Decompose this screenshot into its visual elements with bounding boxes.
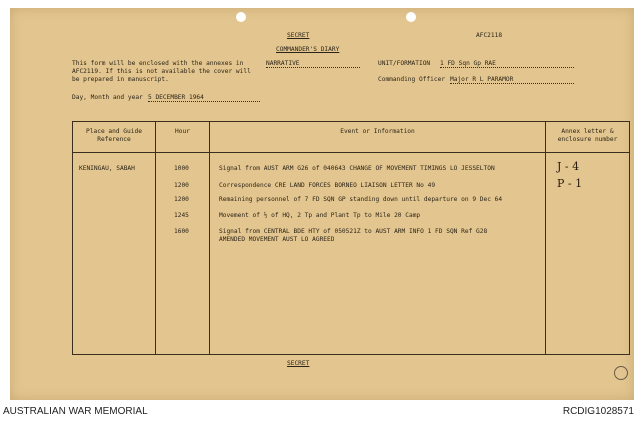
diary-page — [10, 8, 634, 400]
reference-number: RCDIG1028571 — [562, 406, 634, 417]
unit-value: 1 FD Sqn Gp RAE — [440, 61, 574, 68]
row-hour: 1000 — [174, 165, 189, 172]
commanding-officer-label: Commanding Officer — [378, 76, 446, 83]
intro-line-3: be prepared in manuscript. — [72, 76, 169, 83]
column-divider — [155, 122, 156, 354]
row-event: Correspondence CRE LAND FORCES BORNEO LIAISON LETTER No 49 — [219, 182, 436, 189]
date-label: Day, Month and year — [72, 94, 143, 101]
row-event: Signal from CENTRAL BDE HTY of 050521Z to AUST ARM INFO 1 FD SQN Ref G28 — [219, 228, 488, 235]
annex-handwritten: P - 1 — [557, 177, 583, 190]
row-event: Movement of ½ of HQ, 2 Tp and Plant Tp to Mile 20 Camp — [219, 212, 421, 219]
intro-line-1: This form will be enclosed with the annexes in — [72, 60, 244, 67]
header-hour: Hour — [175, 128, 190, 135]
classification-top: SECRET — [287, 32, 310, 39]
diary-title: COMMANDER'S DIARY — [276, 46, 340, 53]
row-event-continued: AMENDED MOVEMENT AUST LO AGREED — [219, 236, 335, 243]
row-hour: 1245 — [174, 212, 189, 219]
header-annex: Annex letter & enclosure number — [557, 128, 618, 144]
form-number: AFC2118 — [476, 32, 503, 39]
row-hour: 1200 — [174, 182, 189, 189]
narrative-value: NARRATIVE — [266, 61, 360, 68]
unit-label: UNIT/FORMATION — [378, 60, 431, 67]
archive-stamp — [614, 366, 628, 380]
institution-label: AUSTRALIAN WAR MEMORIAL — [3, 406, 148, 417]
column-divider — [209, 122, 210, 354]
classification-bottom: SECRET — [287, 360, 310, 367]
commanding-officer-value: Major R L PARAMOR — [450, 77, 574, 84]
annex-handwritten: J - 4 — [557, 160, 580, 173]
diary-table — [72, 121, 630, 355]
row-place: KENINGAU, SABAH — [79, 165, 135, 172]
row-hour: 1600 — [174, 228, 189, 235]
header-event: Event or Information — [340, 128, 415, 135]
row-event: Signal from AUST ARM G26 of 040643 CHANGE OF MOVEMENT TIMINGS LO JESSELTON — [219, 165, 495, 172]
column-divider — [545, 122, 546, 354]
header-place: Place and Guide Reference — [86, 128, 142, 144]
punch-hole — [406, 12, 416, 22]
row-hour: 1200 — [174, 196, 189, 203]
punch-hole — [236, 12, 246, 22]
date-value: 5 DECEMBER 1964 — [148, 95, 260, 102]
row-event: Remaining personnel of 7 FD SQN GP standing down until departure on 9 Dec 64 — [219, 196, 503, 203]
intro-line-2: AFC2119. If this is not available the cover will — [72, 68, 251, 75]
header-divider — [73, 152, 629, 153]
